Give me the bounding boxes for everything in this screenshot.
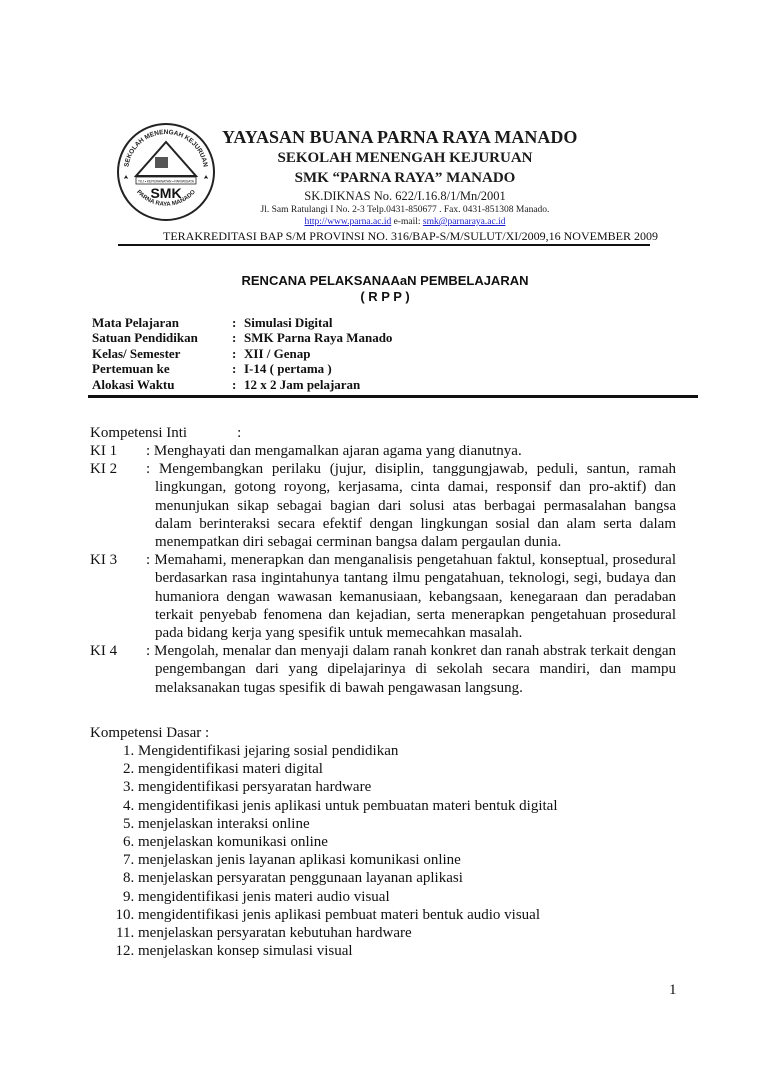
kd-item: 9. mengidentifikasi jenis materi audio visual [138, 888, 698, 906]
logo-center-text: SMK [150, 185, 182, 201]
ki-heading [90, 424, 241, 442]
info-row [92, 315, 392, 330]
email-link[interactable]: smk@parnaraya.ac.id [422, 217, 506, 227]
ki-label: KI 2 [90, 461, 118, 478]
kd-item: 12. menjelaskan konsep simulasi visual [138, 942, 698, 960]
info-value: Simulasi Digital [244, 315, 333, 330]
info-row [92, 330, 392, 345]
page-number: 1 [669, 982, 677, 998]
decree-number: SK.DIKNAS No. 622/I.16.8/1/Mn/2001 [304, 189, 506, 203]
info-row [92, 377, 392, 392]
info-colon: : [232, 345, 237, 361]
kd-item: 11. menjelaskan persyaratan kebutuhan hardware [138, 924, 698, 942]
contact-line [230, 217, 580, 227]
kd-heading: Kompetensi Dasar : [90, 725, 210, 741]
ki-item [90, 551, 676, 642]
ki-list [90, 442, 676, 697]
kd-item: 1. Mengidentifikasi jejaring sosial pendidikan [138, 742, 698, 760]
info-colon: : [232, 330, 237, 346]
course-info [92, 315, 392, 392]
info-label: Satuan Pendidikan [92, 330, 198, 346]
school-name: SMK “PARNA RAYA” MANADO [294, 170, 516, 186]
kd-item: 8. menjelaskan persyaratan penggunaan layanan aplikasi [138, 869, 698, 887]
logo-arc-bottom-text: PARNA RAYA MANADO [135, 189, 197, 208]
ki-item [90, 442, 676, 460]
info-label: Kelas/ Semester [92, 345, 181, 361]
info-colon: : [232, 315, 237, 330]
info-label: Alokasi Waktu [92, 376, 175, 392]
kd-item: 3. mengidentifikasi persyaratan hardware [138, 778, 698, 796]
ki-label: KI 3 [90, 552, 118, 569]
info-colon: : [232, 376, 237, 392]
kd-item: 6. menjelaskan komunikasi online [138, 833, 698, 851]
info-row [92, 361, 392, 376]
ki-label: KI 1 [90, 443, 118, 459]
ki-text: : Memahami, menerapkan dan menganalisis pengetahuan faktul, konseptual, prosedural berdasarkan rasa ingintahunya tantang ilmu pengatahuan, teknologi, segi, budaya dan humaniora dengan wawasan kemanusiaan, kebangsaan, kenegaraan dan peradaban terkait penyebab fenomena dan kejadian, serta menerapkan pengetahuan prosedural pada bidang kerja yang spesifik untuk memecahkan masalah. [146, 552, 676, 642]
logo-arc-top-text: SEKOLAH MENENGAH KEJURUAN [123, 129, 209, 168]
info-value: I-14 ( pertama ) [244, 361, 332, 377]
header-divider [118, 244, 650, 246]
school-logo [116, 122, 216, 222]
logo-band-text: TKJ • KEPERAWATAN • PARIWISATA [138, 178, 195, 184]
accreditation: TERAKREDITASI BAP S/M PROVINSI NO. 316/BAP-S/M/SULUT/XI/2009,16 NOVEMBER 2009 [163, 229, 658, 243]
ki-heading-colon: : [237, 425, 242, 441]
kd-item: 10. mengidentifikasi jenis aplikasi pembuat materi bentuk audio visual [138, 906, 698, 924]
info-value: SMK Parna Raya Manado [244, 330, 393, 346]
ki-heading-text: Kompetensi Inti [90, 425, 188, 441]
school-address: Jl. Sam Ratulangi I No. 2-3 Telp.0431-850677 . Fax. 0431-851308 Manado. [260, 205, 550, 215]
ki-item [90, 642, 676, 697]
kd-list [88, 742, 698, 960]
kd-item: 7. menjelaskan jenis layanan aplikasi komunikasi online [138, 851, 698, 869]
website-link[interactable]: http://www.parna.ac.id [304, 217, 392, 227]
info-row [92, 346, 392, 361]
info-value: XII / Genap [244, 345, 311, 361]
ki-label: KI 4 [90, 643, 118, 660]
foundation-name: YAYASAN BUANA PARNA RAYA MANADO [222, 127, 578, 147]
document-title: RENCANA PELAKSANAAaN PEMBELAJARAN [241, 273, 529, 288]
info-label: Pertemuan ke [92, 361, 170, 377]
ki-text: : Menghayati dan mengamalkan ajaran agama yang dianutnya. [146, 443, 522, 459]
kd-item: 5. menjelaskan interaksi online [138, 815, 698, 833]
kd-item: 4. mengidentifikasi jenis aplikasi untuk pembuatan materi bentuk digital [138, 797, 698, 815]
document-subtitle: ( R P P ) [360, 289, 410, 304]
ki-item [90, 460, 676, 551]
info-divider [88, 395, 698, 398]
school-type: SEKOLAH MENENGAH KEJURUAN [277, 150, 533, 166]
email-label: e-mail: [393, 217, 421, 227]
info-label: Mata Pelajaran [92, 315, 180, 330]
info-value: 12 x 2 Jam pelajaran [244, 376, 361, 392]
ki-text: : Mengolah, menalar dan menyaji dalam ranah konkret dan ranah abstrak terkait dengan pengembangan dari yang dipelajarinya di sekolah secara mandiri, dan mampu melaksanakan tugas spesifik di bawah pengawasan langsung. [146, 643, 676, 696]
ki-text: : Mengembangkan perilaku (jujur, disiplin, tanggungjawab, peduli, santun, ramah lingkungan, gotong royong, kerjasama, cinta damai, responsif dan pro-aktif) dan menunjukan sikap sebagai bagian dari solusi atas berbagai permasalahan bangsa dalam berinteraksi secara efektif dengan lingkungan sosial dan alam serta dalam menempatkan diri sebagai cerminan bangsa dalam pergaulan dunia. [146, 461, 676, 551]
kd-item: 2. mengidentifikasi materi digital [138, 760, 698, 778]
info-colon: : [232, 361, 237, 377]
